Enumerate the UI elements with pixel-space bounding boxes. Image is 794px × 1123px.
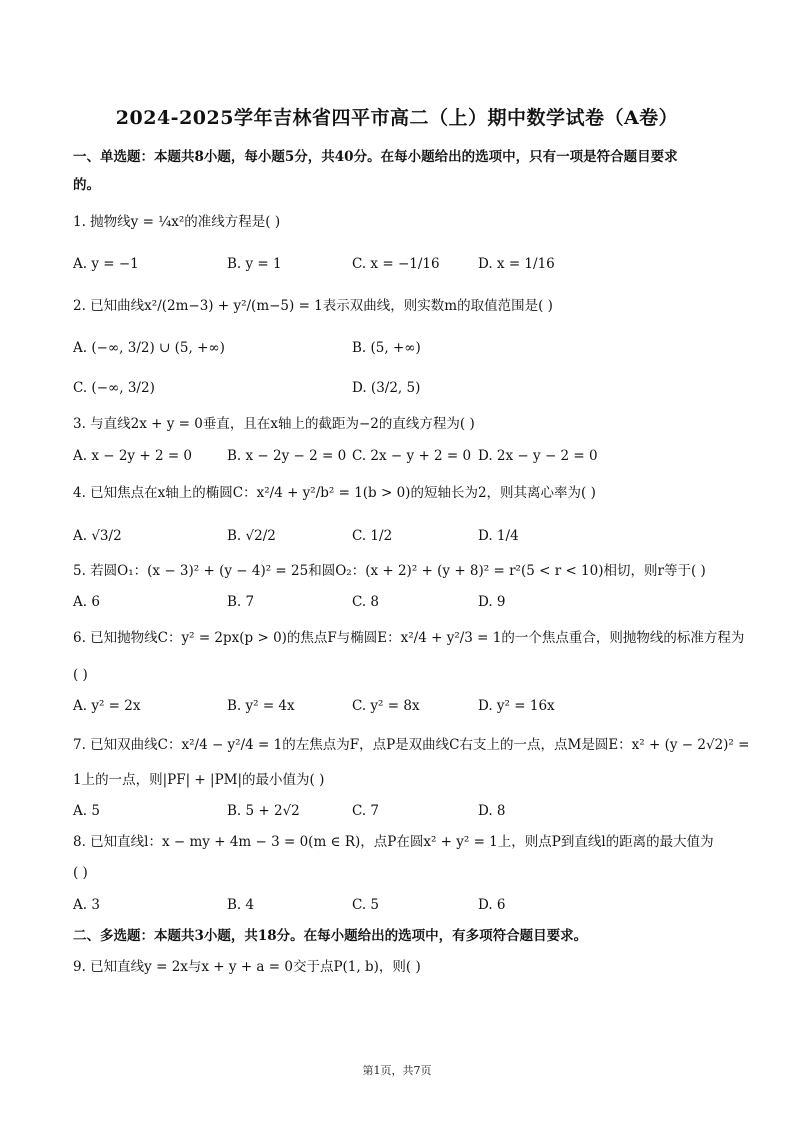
q5-option-b: B. 7 xyxy=(227,594,255,610)
section-2-heading: 二、多选题：本题共3小题，共18分。在每小题给出的选项中，有多项符合题目要求。 xyxy=(73,928,588,944)
question-2-stem: 2. 已知曲线x²/(2m−3) + y²/(m−5) = 1表示双曲线，则实数m的取值范围是( ) xyxy=(73,298,553,314)
question-3-stem: 3. 与直线2x + y = 0垂直，且在x轴上的截距为−2的直线方程为( ) xyxy=(73,416,475,432)
question-8-stem: 8. 已知直线l：x − my + 4m − 3 = 0(m ∈ R)，点P在圆x² + y² = 1上，则点P到直线l的距离的最大值为 xyxy=(73,834,714,850)
q3-option-b: B. x − 2y − 2 = 0 xyxy=(227,448,347,464)
q1-option-d: D. x = 1/16 xyxy=(478,256,555,272)
q1-option-a: A. y = −1 xyxy=(73,256,139,272)
q7-option-d: D. 8 xyxy=(478,803,506,819)
question-7-stem-cont: 1上的一点，则|PF| + |PM|的最小值为( ) xyxy=(73,772,325,788)
q3-option-d: D. 2x − y − 2 = 0 xyxy=(478,448,598,464)
q7-option-a: A. 5 xyxy=(73,803,100,819)
q2-option-c: C. (−∞, 3/2) xyxy=(73,380,155,396)
question-6-stem: 6. 已知抛物线C：y² = 2px(p > 0)的焦点F与椭圆E：x²/4 + y²/3 = 1的一个焦点重合，则抛物线的标准方程为 xyxy=(73,630,745,646)
q1-option-c: C. x = −1/16 xyxy=(352,256,440,272)
q6-option-c: C. y² = 8x xyxy=(352,698,420,714)
section-1-heading-cont: 的。 xyxy=(73,177,100,193)
q4-option-a: A. √3/2 xyxy=(73,528,122,544)
q6-option-a: A. y² = 2x xyxy=(73,698,141,714)
section-1-heading: 一、单选题：本题共8小题，每小题5分，共40分。在每小题给出的选项中，只有一项是符合题目要求 xyxy=(73,149,678,165)
q4-option-b: B. √2/2 xyxy=(227,528,276,544)
q7-option-b: B. 5 + 2√2 xyxy=(227,803,300,819)
q8-option-a: A. 3 xyxy=(73,897,100,913)
question-5-stem: 5. 若圆O₁：(x − 3)² + (y − 4)² = 25和圆O₂：(x + 2)² + (y + 8)² = r²(5 < r < 10)相切，则r等于( ) xyxy=(73,563,706,579)
q4-option-c: C. 1/2 xyxy=(352,528,393,544)
q3-option-a: A. x − 2y + 2 = 0 xyxy=(73,448,193,464)
q7-option-c: C. 7 xyxy=(352,803,380,819)
q2-option-d: D. (3/2, 5) xyxy=(352,380,421,396)
q6-option-b: B. y² = 4x xyxy=(227,698,295,714)
question-8-stem-cont: ( ) xyxy=(73,865,88,881)
q8-option-b: B. 4 xyxy=(227,897,255,913)
question-1-stem: 1. 抛物线y = ¼x²的准线方程是( ) xyxy=(73,214,281,230)
question-6-stem-cont: ( ) xyxy=(73,667,88,683)
q8-option-d: D. 6 xyxy=(478,897,506,913)
q5-option-a: A. 6 xyxy=(73,594,100,610)
question-9-stem: 9. 已知直线y = 2x与x + y + a = 0交于点P(1, b)，则( ) xyxy=(73,959,421,975)
q3-option-c: C. 2x − y + 2 = 0 xyxy=(352,448,472,464)
page-title: 2024-2025学年吉林省四平市高二（上）期中数学试卷（A卷） xyxy=(115,107,679,129)
q5-option-d: D. 9 xyxy=(478,594,506,610)
q4-option-d: D. 1/4 xyxy=(478,528,519,544)
q2-option-b: B. (5, +∞) xyxy=(352,340,421,356)
page-footer: 第1页，共7页 xyxy=(362,1064,432,1077)
q8-option-c: C. 5 xyxy=(352,897,380,913)
question-7-stem: 7. 已知双曲线C：x²/4 − y²/4 = 1的左焦点为F，点P是双曲线C右支上的一点，点M是圆E：x² + (y − 2√2)² = xyxy=(73,737,750,753)
q1-option-b: B. y = 1 xyxy=(227,256,282,272)
q6-option-d: D. y² = 16x xyxy=(478,698,555,714)
q5-option-c: C. 8 xyxy=(352,594,380,610)
question-4-stem: 4. 已知焦点在x轴上的椭圆C：x²/4 + y²/b² = 1(b > 0)的短轴长为2，则其离心率为( ) xyxy=(73,485,596,501)
q2-option-a: A. (−∞, 3/2) ∪ (5, +∞) xyxy=(73,340,225,356)
